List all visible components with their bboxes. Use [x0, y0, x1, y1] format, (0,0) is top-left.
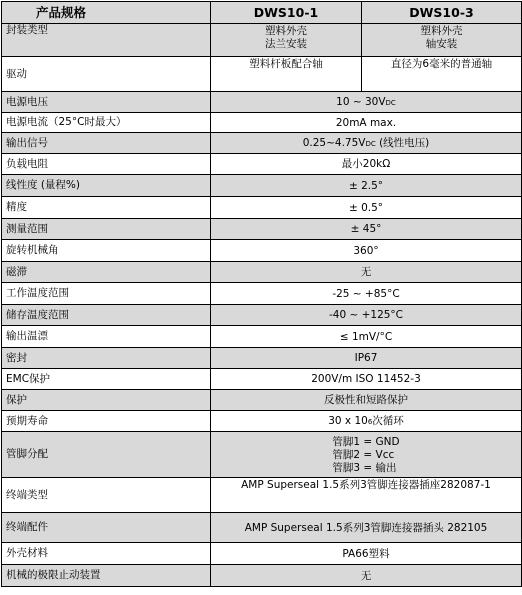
value-package-b	[362, 24, 522, 57]
value-output-drift: ≤ 1mV/°C	[211, 326, 522, 348]
value-emc: 200V/m ISO 11452-3	[211, 369, 522, 390]
row-rotation-angle	[2, 240, 522, 262]
value-sealing: IP67	[211, 348, 522, 369]
supply-voltage-value: 10 ~ 30V	[336, 95, 386, 108]
header-model-dws10-1: DWS10-1	[211, 2, 362, 24]
label-storage-temp: 储存温度范围	[2, 305, 211, 326]
label-linearity: 线性度 (量程%)	[2, 175, 211, 197]
value-output-signal	[211, 133, 522, 154]
label-output-drift: 输出温漂	[2, 326, 211, 348]
row-load-resistance	[2, 154, 522, 175]
value-terminal-type: AMP Superseal 1.5系列3管脚连接器插座282087-1	[211, 478, 522, 513]
row-terminal-type	[2, 478, 522, 513]
value-housing-material: PA66塑料	[211, 543, 522, 565]
row-output-signal	[2, 133, 522, 154]
row-linearity	[2, 175, 522, 197]
value-protection: 反极性和短路保护	[211, 390, 522, 411]
row-supply-current	[2, 113, 522, 133]
value-supply-current: 20mA max.	[211, 113, 522, 133]
header-model-dws10-3: DWS10-3	[362, 2, 522, 24]
label-hysteresis: 磁滞	[2, 262, 211, 283]
header-row	[2, 2, 522, 24]
value-terminal-part: AMP Superseal 1.5系列3管脚连接器插头 282105	[211, 513, 522, 543]
label-sealing: 密封	[2, 348, 211, 369]
value-package-a	[211, 24, 362, 57]
value-package-a-line2: 法兰安装	[265, 38, 307, 50]
value-life	[211, 411, 522, 432]
label-package: 封装类型	[2, 24, 211, 57]
value-storage-temp: -40 ~ +125°C	[211, 305, 522, 326]
value-pinout	[211, 432, 522, 478]
value-package-b-line2: 轴安装	[425, 38, 458, 50]
output-signal-value: 0.25~4.75V	[302, 136, 366, 149]
row-storage-temp	[2, 305, 522, 326]
row-housing-material	[2, 543, 522, 565]
row-terminal-part	[2, 513, 522, 543]
label-rotation-angle: 旋转机械角	[2, 240, 211, 262]
value-measuring-range: ± 45°	[211, 219, 522, 240]
row-package	[2, 24, 522, 57]
value-linearity: ± 2.5°	[211, 175, 522, 197]
row-measuring-range	[2, 219, 522, 240]
pin-1: 管脚1 = GND	[332, 435, 400, 448]
pin-2: 管脚2 = Vcc	[332, 448, 395, 461]
label-terminal-type: 终端类型	[2, 478, 211, 513]
label-output-signal: 输出信号	[2, 133, 211, 154]
spec-table	[1, 1, 522, 587]
label-supply-voltage: 电源电压	[2, 92, 211, 113]
value-operating-temp: -25 ~ +85°C	[211, 283, 522, 305]
label-pinout: 管脚分配	[2, 432, 211, 478]
pin-3: 管脚3 = 输出	[332, 461, 397, 474]
value-drive-b: 直径为6毫米的普通轴	[362, 57, 522, 92]
value-mech-stop: 无	[211, 565, 522, 587]
output-signal-unit: DC	[365, 139, 376, 148]
row-life	[2, 411, 522, 432]
label-measuring-range: 测量范围	[2, 219, 211, 240]
label-terminal-part: 终端配件	[2, 513, 211, 543]
label-mech-stop: 机械的极限止动装置	[2, 565, 211, 587]
life-unit: 次循环	[372, 414, 404, 427]
row-drive	[2, 57, 522, 92]
label-protection: 保护	[2, 390, 211, 411]
output-signal-note: (线性电压)	[375, 136, 430, 149]
row-accuracy	[2, 197, 522, 219]
row-output-drift	[2, 326, 522, 348]
value-drive-a: 塑料杆板配合轴	[211, 57, 362, 92]
label-housing-material: 外壳材料	[2, 543, 211, 565]
label-load-resistance: 负载电阻	[2, 154, 211, 175]
row-protection	[2, 390, 522, 411]
value-rotation-angle: 360°	[211, 240, 522, 262]
row-operating-temp	[2, 283, 522, 305]
label-accuracy: 精度	[2, 197, 211, 219]
label-operating-temp: 工作温度范围	[2, 283, 211, 305]
header-product-spec: 产品规格	[2, 2, 211, 24]
row-hysteresis	[2, 262, 522, 283]
value-accuracy: ± 0.5°	[211, 197, 522, 219]
label-drive: 驱动	[2, 57, 211, 92]
supply-voltage-unit: DC	[385, 98, 396, 107]
life-exponent: 6	[367, 417, 373, 426]
row-pinout	[2, 432, 522, 478]
life-value: 30 x 10	[328, 414, 368, 427]
label-emc: EMC保护	[2, 369, 211, 390]
value-supply-voltage	[211, 92, 522, 113]
value-package-a-line1: 塑料外壳	[265, 25, 307, 37]
label-supply-current: 电源电流（25°C时最大）	[2, 113, 211, 133]
row-mech-stop	[2, 565, 522, 587]
value-load-resistance: 最小20kΩ	[211, 154, 522, 175]
value-package-b-line1: 塑料外壳	[420, 25, 463, 37]
row-sealing	[2, 348, 522, 369]
row-supply-voltage	[2, 92, 522, 113]
row-emc	[2, 369, 522, 390]
value-hysteresis: 无	[211, 262, 522, 283]
label-life: 预期寿命	[2, 411, 211, 432]
